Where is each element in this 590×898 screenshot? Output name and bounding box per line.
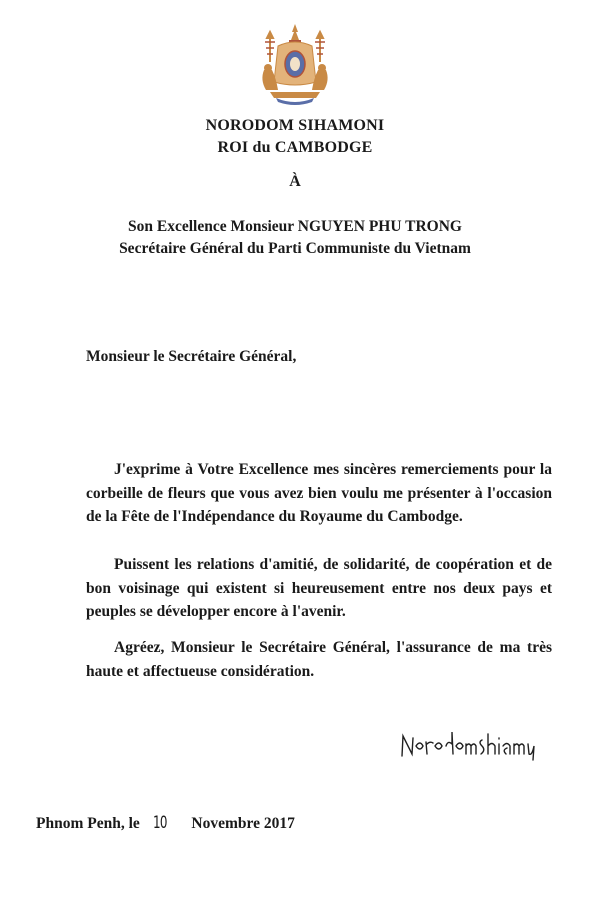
sender-name: NORODOM SIHAMONI: [205, 117, 385, 134]
royal-arms-icon: [256, 22, 334, 106]
date-place: Phnom Penh, le: [36, 815, 140, 832]
date-day-handwritten: 10: [152, 813, 167, 833]
recipient-name: Son Excellence Monsieur NGUYEN PHU TRONG: [128, 218, 462, 235]
sender-title: ROI du CAMBODGE: [217, 139, 373, 156]
handwritten-signature: [398, 726, 538, 762]
recipient-title: Secrétaire Général du Parti Communiste du Vietnam: [119, 240, 471, 257]
sender-block: [0, 115, 590, 159]
recipient-block: [0, 216, 590, 260]
salutation: Monsieur le Secrétaire Général,: [86, 348, 297, 365]
addressed-to: À: [289, 173, 301, 190]
body-paragraph-1: J'exprime à Votre Excellence mes sincères remerciements pour la corbeille de fleurs que vous avez bien voulu me présenter à l'occasion de la Fête de l'Indépendance du Royaume du Cambodge.: [86, 461, 552, 525]
body-paragraph-2: Puissent les relations d'amitié, de solidarité, de coopération et de bon voisinage qui existent si heureusement entre nos deux pays et peuples se développer encore à l'avenir.: [86, 556, 552, 620]
date-line: [36, 813, 295, 833]
body-paragraph-3: Agréez, Monsieur le Secrétaire Général, l'assurance de ma très haute et affectueuse considération.: [86, 639, 552, 680]
date-month-year: Novembre 2017: [191, 815, 295, 832]
